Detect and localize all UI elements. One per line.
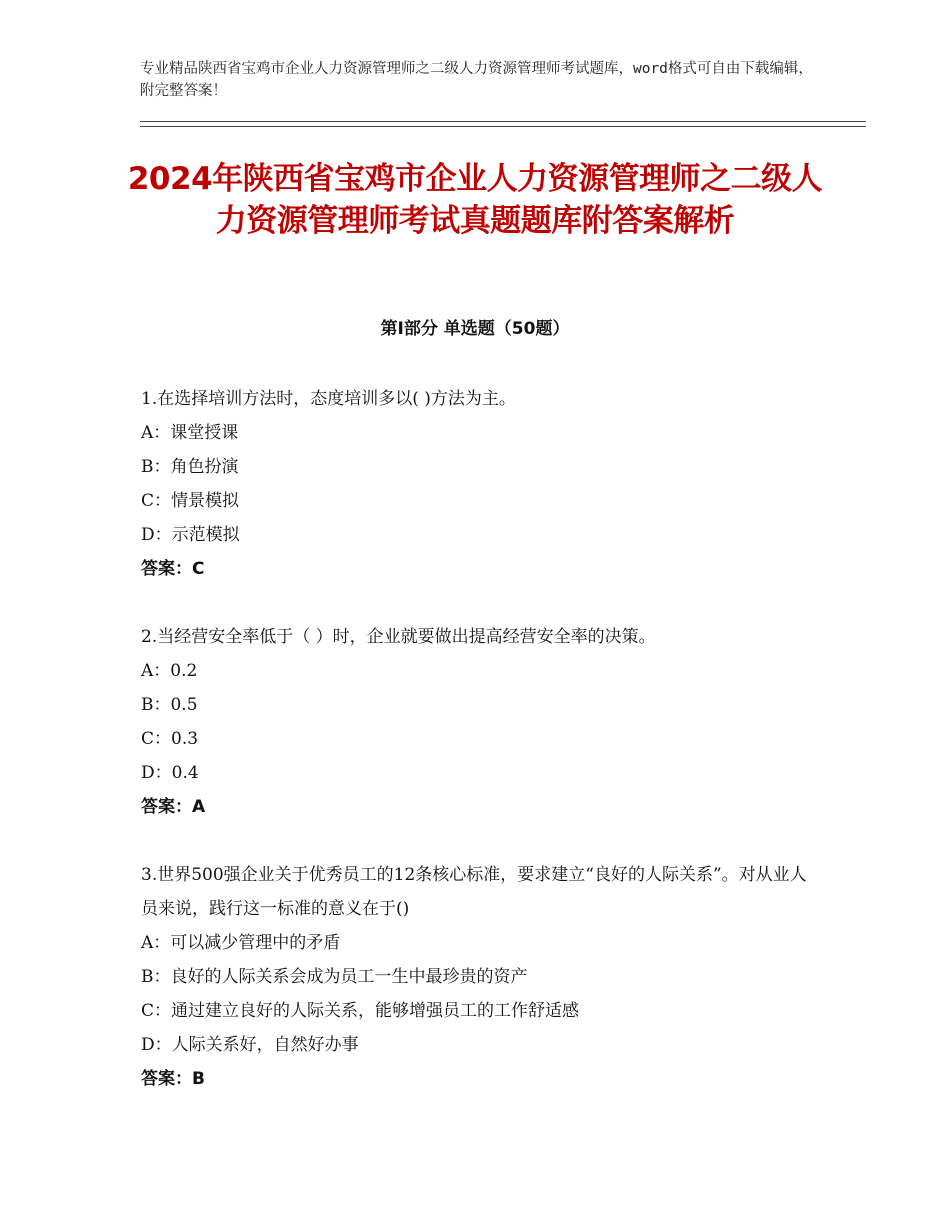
- question-2: [141, 620, 821, 824]
- header-divider: [140, 121, 866, 127]
- question-stem: 2.当经营安全率低于（ ）时，企业就要做出提高经营安全率的决策。: [141, 627, 656, 647]
- option-c: C：情景模拟: [141, 491, 240, 511]
- question-1: [141, 382, 821, 586]
- option-d: D：0.4: [141, 763, 199, 783]
- document-title: 2024年陕西省宝鸡市企业人力资源管理师之二级人力资源管理师考试真题题库附答案解析: [127, 161, 823, 239]
- option-a: A：课堂授课: [141, 423, 239, 443]
- question-stem: 3.世界500强企业关于优秀员工的12条核心标准，要求建立“良好的人际关系”。对从业人员来说，践行这一标准的意义在于(): [141, 865, 807, 919]
- option-d: D：示范模拟: [141, 525, 240, 545]
- option-a: A：0.2: [141, 661, 198, 681]
- header-note: 专业精品陕西省宝鸡市企业人力资源管理师之二级人力资源管理师考试题库，word格式可自由下载编辑，附完整答案！: [140, 61, 813, 99]
- question-list: [141, 382, 821, 1130]
- option-d: D：人际关系好，自然好办事: [141, 1035, 359, 1055]
- option-c: C：0.3: [141, 729, 199, 749]
- option-a: A：可以减少管理中的矛盾: [141, 933, 341, 953]
- question-stem: 1.在选择培训方法时，态度培训多以( )方法为主。: [141, 389, 516, 409]
- option-c: C：通过建立良好的人际关系，能够增强员工的工作舒适感: [141, 1001, 580, 1021]
- question-3: [141, 858, 821, 1096]
- option-b: B：良好的人际关系会成为员工一生中最珍贵的资产: [141, 967, 528, 987]
- option-b: B：0.5: [141, 695, 198, 715]
- option-b: B：角色扮演: [141, 457, 239, 477]
- answer-label: 答案：C: [141, 559, 205, 579]
- section-heading: 第Ⅰ部分 单选题（50题）: [380, 319, 570, 339]
- answer-label: 答案：B: [141, 1069, 205, 1089]
- answer-label: 答案：A: [141, 797, 206, 817]
